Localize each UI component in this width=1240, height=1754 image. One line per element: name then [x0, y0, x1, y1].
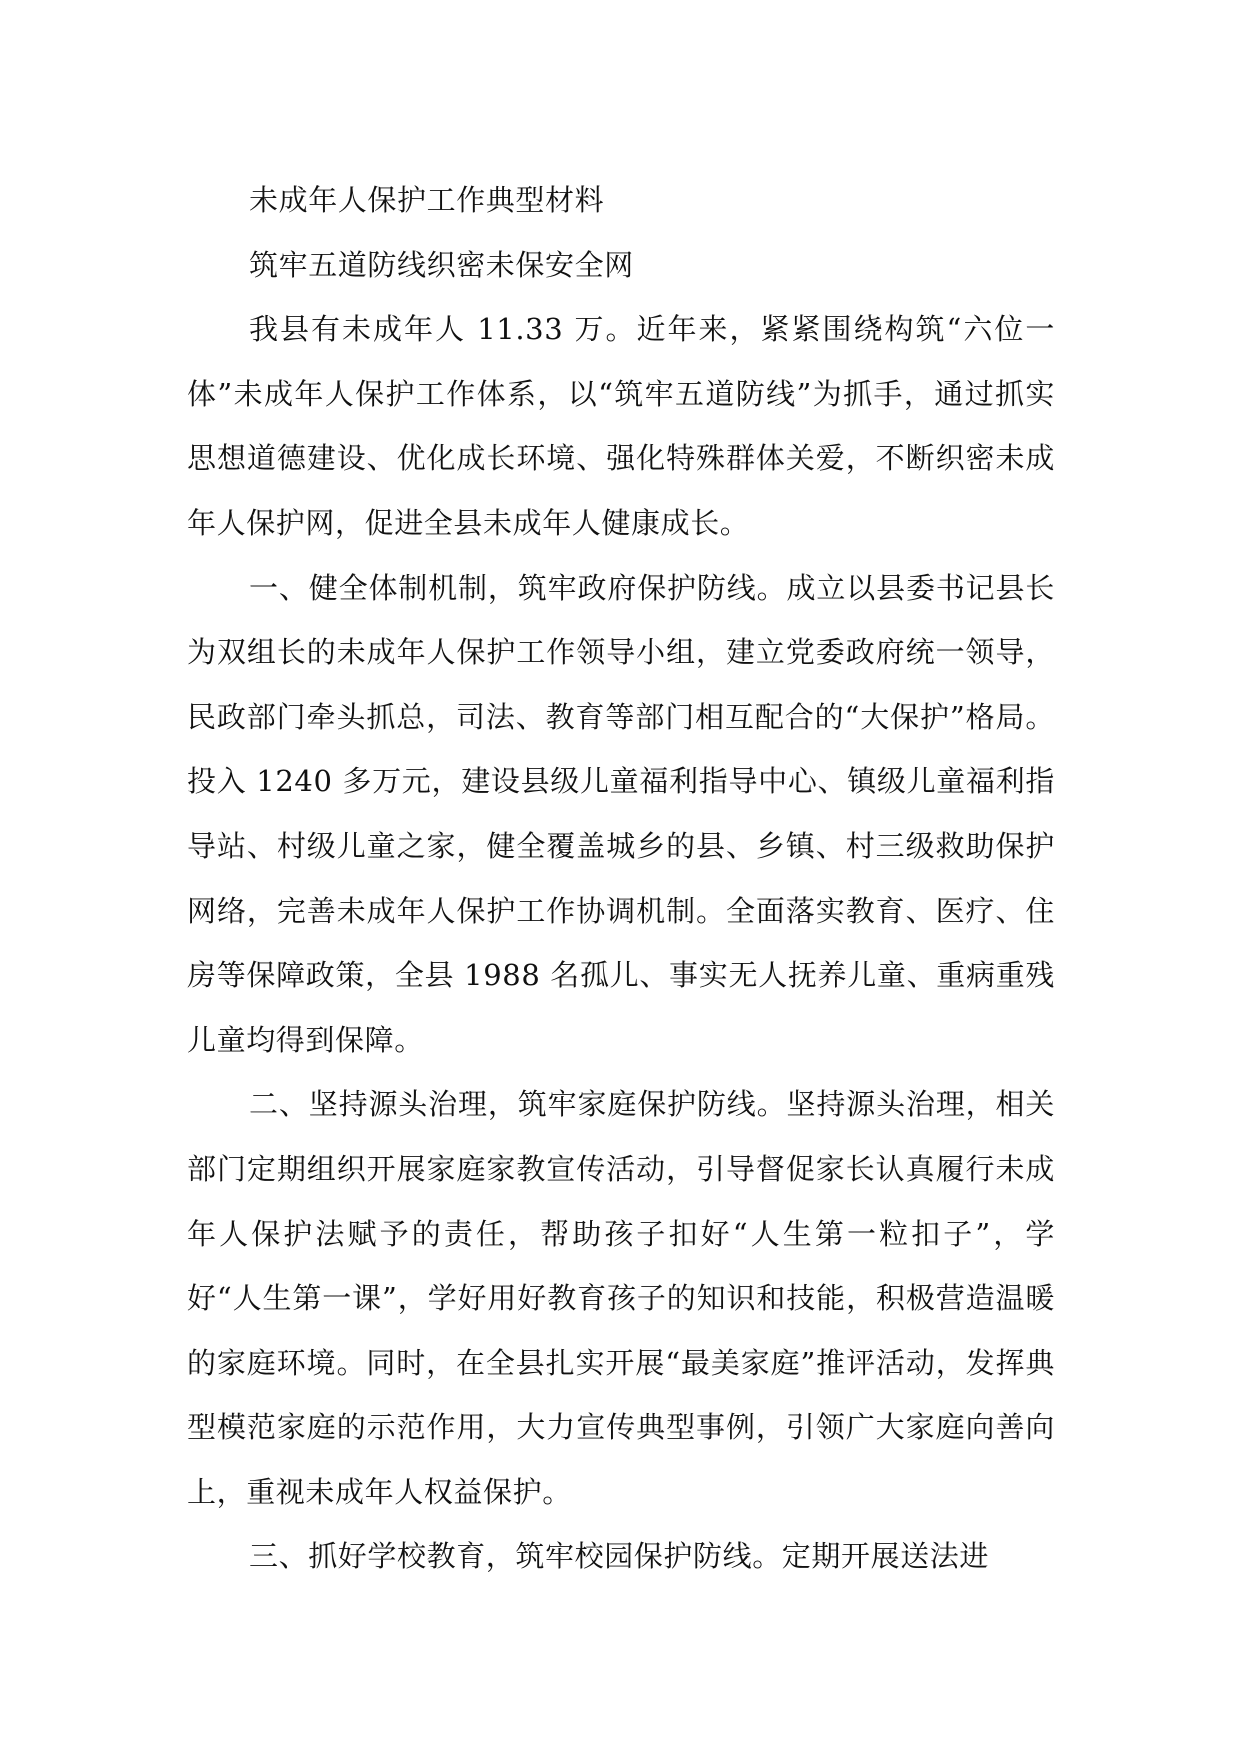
paragraph-section-3: 三、抓好学校教育，筑牢校园保护防线。定期开展送法进 [249, 1539, 990, 1574]
document-body [187, 168, 1055, 1589]
document-title: 未成年人保护工作典型材料 [249, 183, 605, 217]
document-subtitle: 筑牢五道防线织密未保安全网 [249, 247, 634, 282]
paragraph-section-1: 一、健全体制机制，筑牢政府保护防线。成立以县委书记县长为双组长的未成年人保护工作领导小组，建立党委政府统一领导，民政部门牵头抓总，司法、教育等部门相互配合的“大保护”格局。投入 1240 多万元，建设县级儿童福利指导中心、镇级儿童福利指导站、村级儿童之家，健全覆盖城乡的县、乡镇、村三级救助保护网络，完善未成年人保护工作协调机制。全面落实教育、医疗、住房等保障政策，全县 1988 名孤儿、事实无人抚养儿童、重病重残儿童均得到保障。 [187, 570, 1055, 1057]
paragraph-intro: 我县有未成年人 11.33 万。近年来，紧紧围绕构筑“六位一体”未成年人保护工作体系，以“筑牢五道防线”为抓手，通过抓实思想道德建设、优化成长环境、强化特殊群体关爱，不断织密未成年人保护网，促进全县未成年人健康成长。 [187, 312, 1055, 540]
paragraph-section-2: 二、坚持源头治理，筑牢家庭保护防线。坚持源头治理，相关部门定期组织开展家庭家教宣传活动，引导督促家长认真履行未成年人保护法赋予的责任，帮助孩子扣好“人生第一粒扣子”，学好“人生第一课”，学好用好教育孩子的知识和技能，积极营造温暖的家庭环境。同时，在全县扎实开展“最美家庭”推评活动，发挥典型模范家庭的示范作用，大力宣传典型事例，引领广大家庭向善向上，重视未成年人权益保护。 [187, 1087, 1055, 1509]
